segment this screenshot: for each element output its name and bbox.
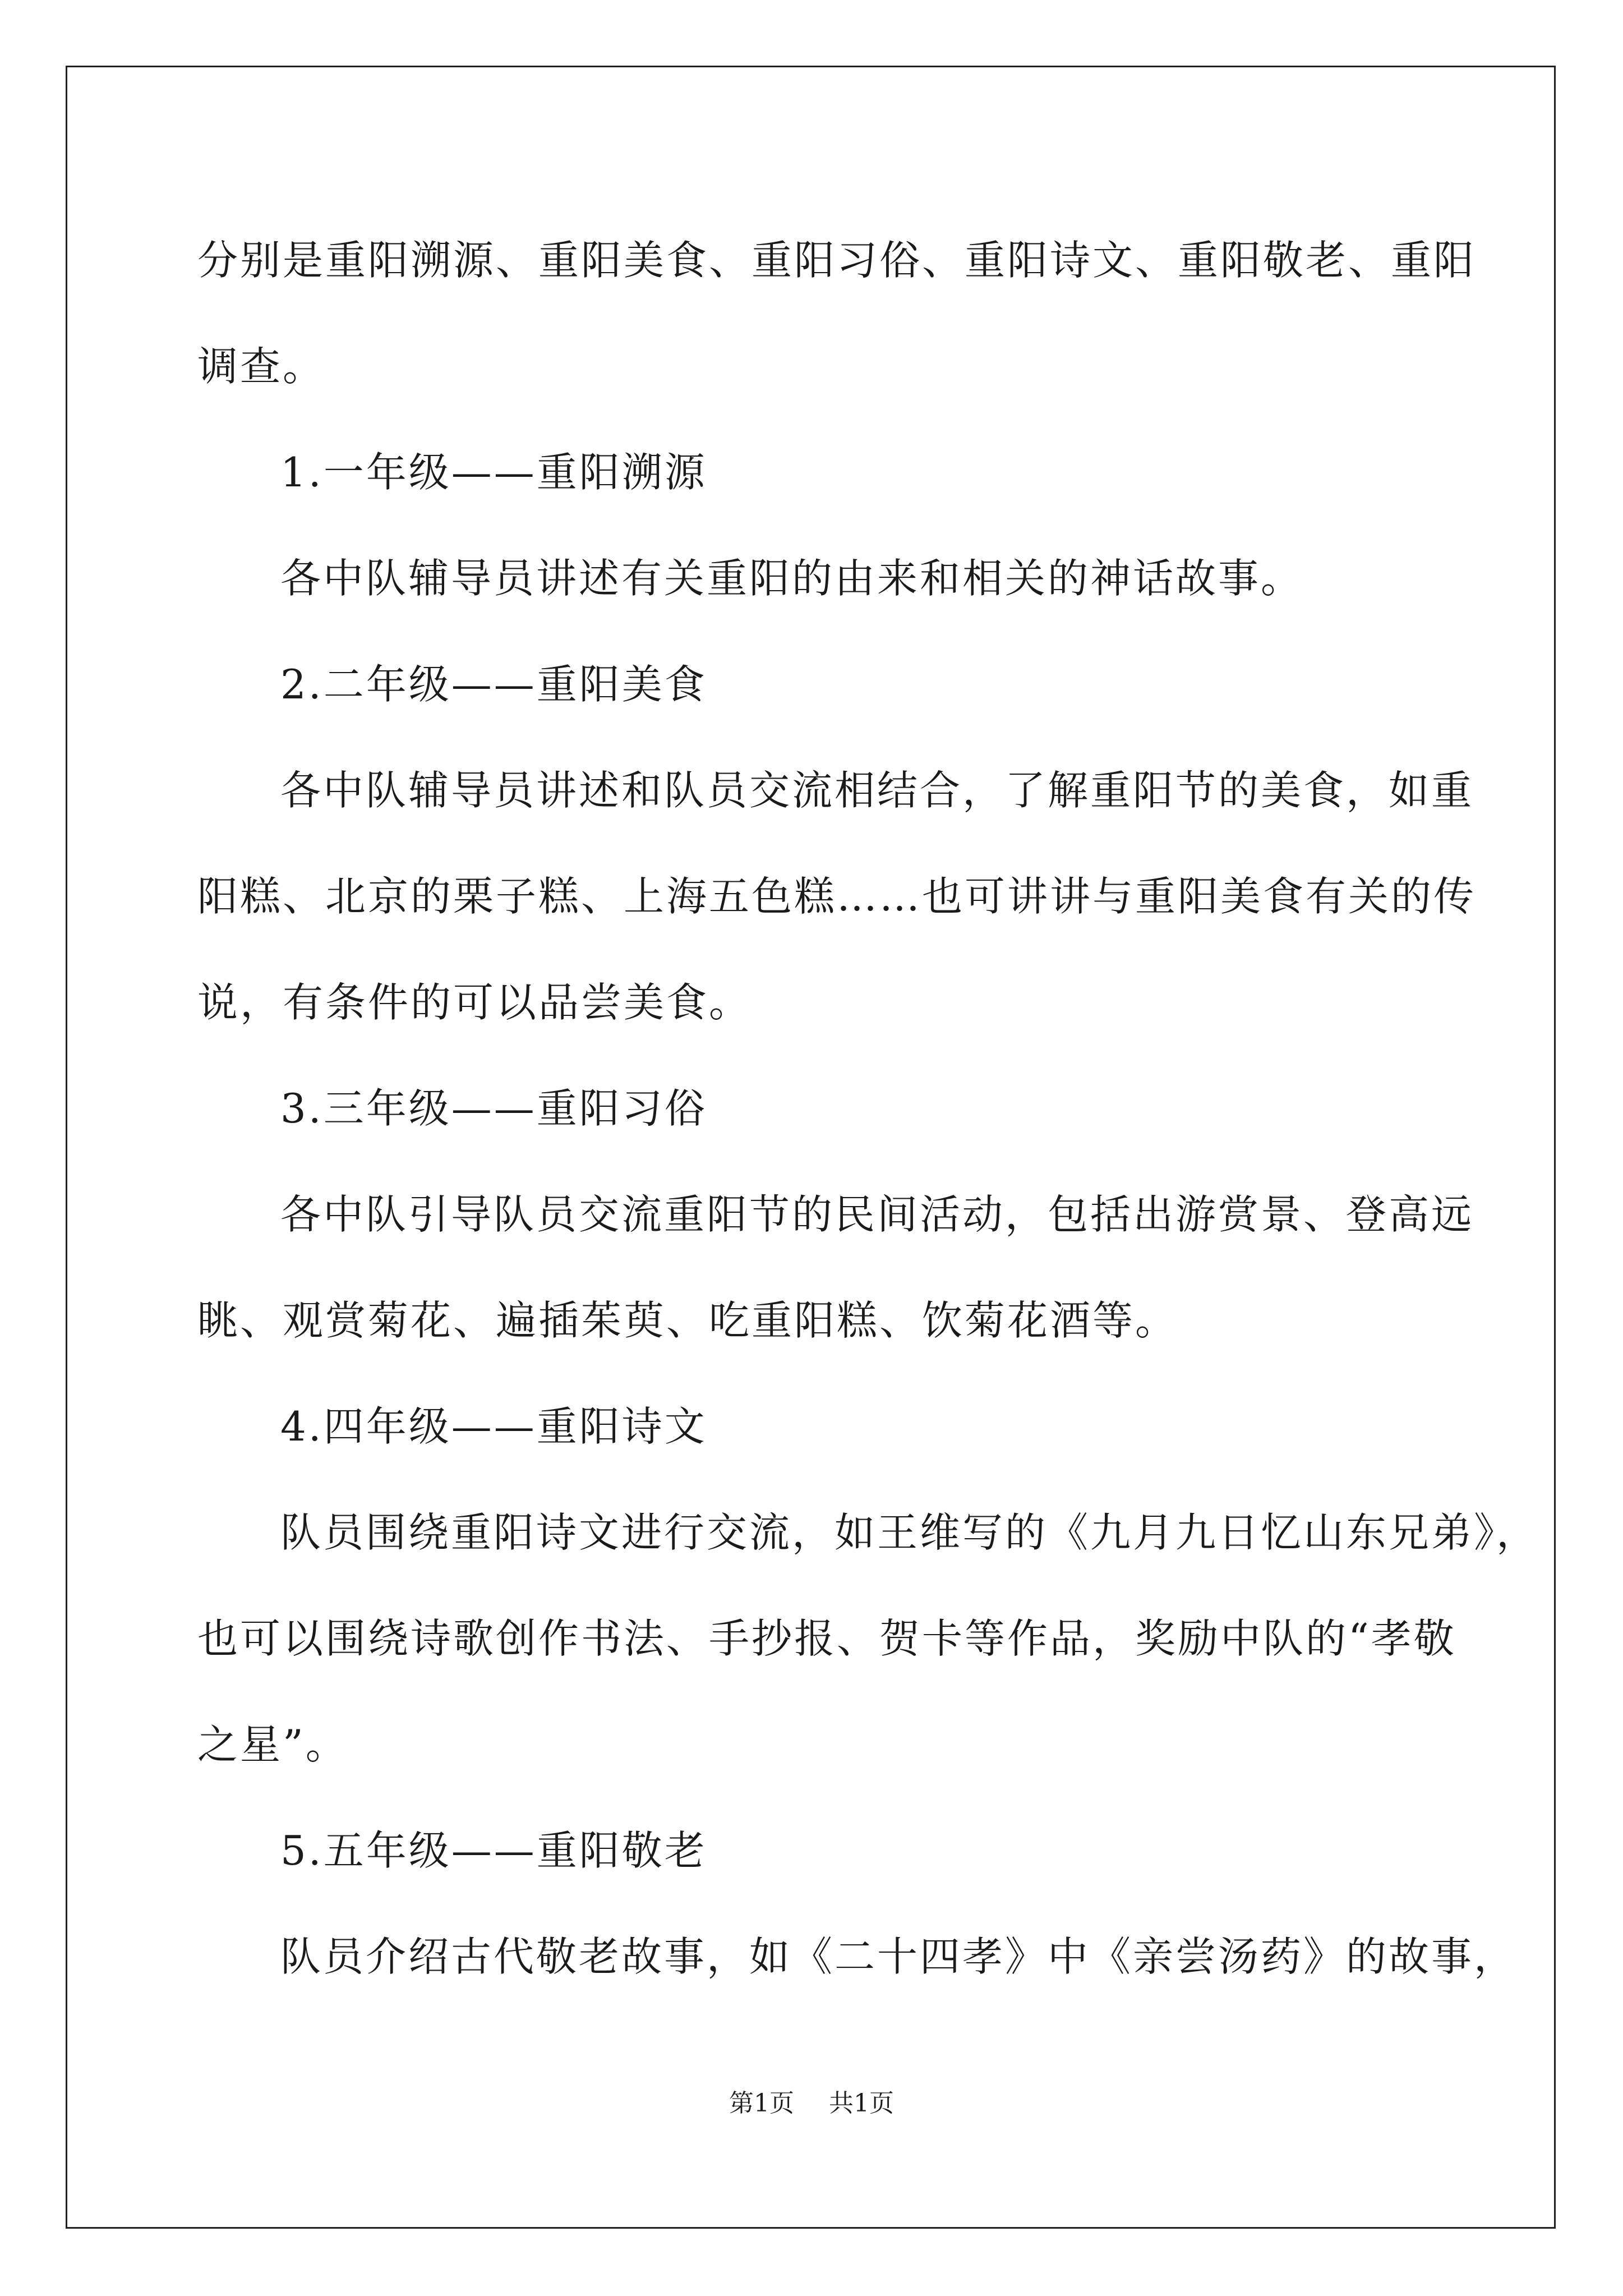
text-line: 阳糕、北京的栗子糕、上海五色糕……也可讲讲与重阳美食有关的传 xyxy=(197,873,1477,920)
text-line: 各中队辅导员讲述和队员交流相结合，了解重阳节的美食，如重 xyxy=(280,767,1474,814)
text-line: 各中队辅导员讲述有关重阳的由来和相关的神话故事。 xyxy=(280,555,1304,602)
text-line: 队员介绍古代敬老故事，如《二十四孝》中《亲尝汤药》的故事， xyxy=(280,1933,1517,1980)
page-footer xyxy=(0,2087,1623,2120)
text-line: 5.五年级——重阳敬老 xyxy=(280,1827,707,1874)
text-line: 眺、观赏菊花、遍插茱萸、吃重阳糕、饮菊花酒等。 xyxy=(197,1297,1178,1344)
page-number-current: 第1页 xyxy=(729,2089,794,2118)
text-line: 3.三年级——重阳习俗 xyxy=(280,1085,707,1132)
text-line: 2.二年级——重阳美食 xyxy=(280,661,707,708)
text-line: 也可以围绕诗歌创作书法、手抄报、贺卡等作品，奖励中队的“孝敬 xyxy=(197,1615,1456,1662)
document-body xyxy=(197,208,1539,2010)
text-line: 1.一年级——重阳溯源 xyxy=(280,449,707,496)
page-number-total: 共1页 xyxy=(829,2089,894,2118)
text-line: 各中队引导队员交流重阳节的民间活动，包括出游赏景、登高远 xyxy=(280,1191,1474,1238)
text-line: 说，有条件的可以品尝美食。 xyxy=(197,979,752,1026)
text-line: 之星”。 xyxy=(197,1721,348,1768)
text-line: 4.四年级——重阳诗文 xyxy=(280,1403,707,1450)
text-line: 调查。 xyxy=(197,343,326,390)
text-line: 队员围绕重阳诗文进行交流，如王维写的《九月九日忆山东兄弟》， xyxy=(280,1509,1539,1556)
text-line: 分别是重阳溯源、重阳美食、重阳习俗、重阳诗文、重阳敬老、重阳 xyxy=(197,237,1477,284)
